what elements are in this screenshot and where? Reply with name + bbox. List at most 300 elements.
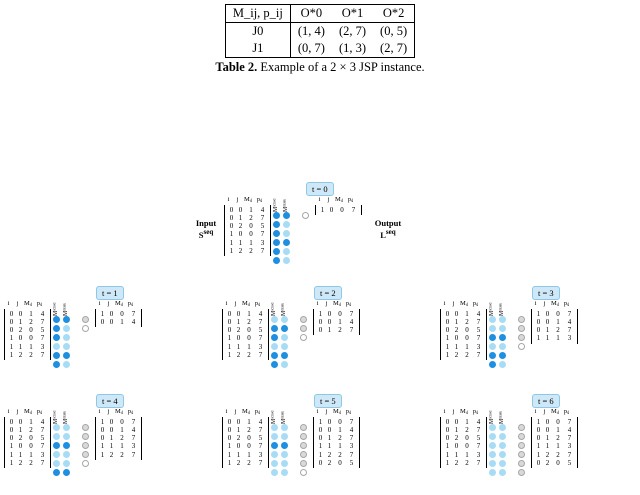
cell-j0-o2: (0, 5) — [373, 23, 415, 41]
col-header-1: j — [325, 300, 328, 307]
matrix-cell: 2 — [249, 246, 253, 255]
input-matrix-4-headers — [4, 408, 51, 416]
msched-circles — [271, 424, 278, 476]
col-header-0: i — [534, 408, 537, 415]
output-matrix-0-body — [315, 205, 362, 215]
matrix-cell: 0 — [545, 317, 550, 326]
matrix-cell: 7 — [476, 334, 481, 343]
status-circle — [518, 316, 525, 323]
matrix-cell: 3 — [260, 238, 265, 247]
matrix-cell: 2 — [465, 350, 469, 359]
matrix-cell: 0 — [9, 434, 14, 443]
matrix-row — [227, 239, 268, 247]
col-header-0: i — [318, 196, 321, 203]
matrix-cell: 3 — [40, 342, 45, 351]
matrix-cell: 0 — [249, 222, 253, 231]
panel-row — [440, 408, 578, 476]
col-header-2: Mᵢⱼ — [115, 408, 123, 415]
matrix-cell: 2 — [454, 350, 459, 359]
matrix-cell: 1 — [238, 238, 243, 247]
matrix-cell: 2 — [18, 350, 23, 359]
status-circle — [489, 361, 496, 368]
col-header-1: j — [325, 408, 328, 415]
matrix-cell: 7 — [349, 434, 354, 443]
status-circle — [518, 460, 525, 467]
mmask-circles — [63, 424, 70, 476]
matrix-cell: 0 — [445, 317, 450, 326]
matrix-cell: 0 — [338, 309, 342, 318]
status-circle — [281, 361, 288, 368]
matrix-row — [7, 351, 48, 359]
matrix-cell: 0 — [236, 442, 241, 451]
matrix-cell: 5 — [40, 326, 45, 335]
matrix-cell: 2 — [545, 458, 550, 467]
status-circle — [53, 433, 60, 440]
output-matrix-4-body — [95, 417, 142, 460]
output-matrix-3-body — [531, 309, 578, 344]
matrix-row — [534, 318, 575, 326]
status-circle — [281, 352, 288, 359]
matrix-cell: 3 — [567, 442, 572, 451]
table-header-cell-2: O*1 — [332, 5, 373, 23]
matrix-cell: 1 — [227, 334, 232, 343]
matrix-cell: 0 — [545, 309, 550, 318]
output-circle-group — [82, 424, 89, 467]
matrix-cell: 7 — [40, 425, 45, 434]
mmask-circles — [499, 424, 506, 476]
step-panel-0 — [188, 184, 408, 264]
input-matrix-4 — [4, 408, 51, 468]
matrix-row — [534, 334, 575, 342]
matrix-cell: 0 — [327, 317, 332, 326]
matrix-cell: 1 — [445, 334, 450, 343]
matrix-cell: 1 — [29, 342, 33, 351]
mmask-label: Mᵐᵃˢᵏ — [281, 302, 287, 316]
status-circle — [63, 469, 70, 476]
matrix-cell: 7 — [258, 425, 263, 434]
table-2-wrapper — [200, 4, 440, 58]
matrix-cell: 4 — [258, 309, 263, 318]
matrix-row — [225, 434, 266, 442]
matrix-cell: 0 — [536, 317, 541, 326]
col-header-1: j — [236, 196, 239, 203]
matrix-cell: 7 — [40, 334, 45, 343]
input-matrix-2-body — [222, 309, 269, 361]
status-circle — [281, 469, 288, 476]
matrix-cell: 2 — [29, 317, 33, 326]
matrix-cell: 0 — [236, 417, 241, 426]
mmask-group — [281, 300, 288, 368]
matrix-row — [7, 459, 48, 467]
status-circle — [53, 469, 60, 476]
matrix-cell: 1 — [454, 342, 459, 351]
matrix-cell: 2 — [120, 450, 124, 459]
matrix-row — [7, 426, 48, 434]
matrix-cell: 7 — [567, 434, 572, 443]
col-header-3: pᵢⱼ — [36, 408, 43, 415]
status-circle — [281, 451, 288, 458]
msched-circles — [53, 316, 60, 368]
col-header-3: pᵢⱼ — [345, 408, 352, 415]
matrix-row — [534, 459, 575, 467]
status-circle — [273, 257, 280, 264]
matrix-row — [443, 442, 484, 450]
matrix-cell: 0 — [318, 317, 323, 326]
matrix-cell: 2 — [29, 458, 33, 467]
matrix-cell: 1 — [536, 334, 541, 343]
matrix-cell: 1 — [327, 442, 332, 451]
msched-group — [53, 300, 60, 368]
matrix-cell: 1 — [238, 213, 243, 222]
msched-label: Mˢᶜʰᵉᵈ — [271, 302, 277, 316]
matrix-cell: 0 — [454, 309, 459, 318]
input-matrix-0-headers — [224, 196, 271, 204]
output-circle-group — [300, 316, 307, 341]
matrix-cell: 1 — [227, 342, 232, 351]
output-circles — [300, 316, 307, 341]
status-circle — [271, 352, 278, 359]
matrix-cell: 5 — [258, 434, 263, 443]
mmask-label: Mᵐᵃˢᵏ — [63, 302, 69, 316]
status-circle — [283, 239, 290, 246]
output-matrix-6-headers — [531, 408, 578, 416]
matrix-row — [227, 222, 268, 230]
panel-row — [222, 300, 360, 368]
output-matrix-2-body — [313, 309, 360, 336]
input-matrix-3 — [440, 300, 487, 360]
matrix-cell: 3 — [40, 450, 45, 459]
col-header-3: pᵢⱼ — [127, 408, 134, 415]
input-matrix-6-body — [440, 417, 487, 469]
row-label-j0: J0 — [225, 23, 290, 41]
matrix-cell: 7 — [476, 425, 481, 434]
matrix-cell: 1 — [236, 317, 241, 326]
matrix-cell: 2 — [238, 222, 243, 231]
mmask-group — [63, 300, 70, 368]
matrix-cell: 1 — [318, 309, 323, 318]
matrix-cell: 4 — [40, 309, 45, 318]
step-panel-3 — [440, 288, 578, 368]
matrix-cell: 0 — [247, 442, 251, 451]
matrix-row — [225, 318, 266, 326]
col-header-3: pᵢⱼ — [256, 196, 263, 203]
matrix-row — [316, 426, 357, 434]
col-header-2: Mᵢⱼ — [335, 196, 343, 203]
status-circle — [53, 442, 60, 449]
matrix-cell: 1 — [338, 442, 342, 451]
matrix-cell: 2 — [247, 350, 251, 359]
matrix-cell: 0 — [454, 334, 459, 343]
status-circle — [63, 316, 70, 323]
status-circle — [271, 361, 278, 368]
matrix-cell: 7 — [349, 417, 354, 426]
status-circle — [281, 460, 288, 467]
matrix-row — [316, 451, 357, 459]
matrix-row — [225, 459, 266, 467]
matrix-cell: 5 — [567, 458, 572, 467]
cell-j0-o0: (1, 4) — [290, 23, 332, 41]
status-circle — [281, 433, 288, 440]
status-circle — [82, 451, 89, 458]
matrix-cell: 1 — [249, 238, 253, 247]
timestep-badge: t = 0 — [306, 182, 334, 196]
status-circle — [518, 451, 525, 458]
matrix-cell: 2 — [247, 458, 251, 467]
col-header-0: i — [7, 300, 10, 307]
caption-label: Table 2. — [215, 60, 258, 74]
input-matrix-6 — [440, 408, 487, 468]
mmask-circles — [63, 316, 70, 368]
status-circle — [499, 433, 506, 440]
status-circle — [273, 248, 280, 255]
output-subtitle: $L^{seq}$ — [380, 228, 396, 241]
matrix-cell: 0 — [227, 434, 232, 443]
matrix-cell: 1 — [236, 342, 241, 351]
matrix-cell: 0 — [227, 317, 232, 326]
output-matrix-2-headers — [313, 300, 360, 308]
status-circle — [281, 325, 288, 332]
matrix-cell: 0 — [29, 326, 33, 335]
status-circle — [489, 424, 496, 431]
matrix-cell: 1 — [556, 425, 560, 434]
msched-group — [489, 300, 496, 368]
output-circle-group — [518, 424, 525, 476]
matrix-cell: 1 — [454, 425, 459, 434]
status-circle — [499, 460, 506, 467]
matrix-cell: 1 — [9, 442, 14, 451]
matrix-row — [98, 434, 139, 442]
matrix-cell: 0 — [445, 326, 450, 335]
matrix-cell: 0 — [249, 230, 253, 239]
output-matrix-6 — [531, 408, 578, 468]
matrix-cell: 2 — [238, 246, 243, 255]
col-header-0: i — [443, 408, 446, 415]
matrix-cell: 1 — [109, 434, 114, 443]
col-header-0: i — [227, 196, 230, 203]
matrix-cell: 7 — [258, 458, 263, 467]
status-circle — [300, 334, 307, 341]
matrix-row — [534, 434, 575, 442]
status-circle — [518, 334, 525, 341]
table-caption — [0, 60, 640, 75]
status-circle — [63, 352, 70, 359]
matrix-cell: 2 — [247, 317, 251, 326]
matrix-cell: 1 — [120, 317, 124, 326]
matrix-cell: 1 — [9, 342, 14, 351]
status-circle — [300, 325, 307, 332]
matrix-cell: 0 — [29, 334, 33, 343]
panel-row — [440, 300, 578, 368]
col-header-1: j — [543, 300, 546, 307]
step-panel-4 — [4, 396, 142, 476]
timestep-badge: t = 4 — [96, 394, 124, 408]
matrix-cell: 0 — [109, 417, 114, 426]
matrix-cell: 1 — [227, 442, 232, 451]
matrix-cell: 7 — [131, 434, 136, 443]
status-circle — [82, 460, 89, 467]
matrix-cell: 1 — [9, 350, 14, 359]
msched-group — [273, 196, 280, 264]
step-panel-6 — [440, 396, 578, 476]
col-header-3: pᵢⱼ — [472, 408, 479, 415]
col-header-2: Mᵢⱼ — [24, 408, 32, 415]
matrix-row — [316, 418, 357, 426]
matrix-cell: 0 — [18, 417, 23, 426]
input-subtitle: $S^{seq}$ — [198, 228, 214, 241]
output-circles — [518, 424, 525, 476]
matrix-cell: 0 — [340, 205, 344, 214]
matrix-cell: 0 — [120, 309, 124, 318]
matrix-cell: 1 — [465, 417, 469, 426]
matrix-row — [316, 434, 357, 442]
matrix-cell: 0 — [236, 309, 241, 318]
status-circle — [273, 212, 280, 219]
status-circle — [489, 334, 496, 341]
matrix-cell: 0 — [338, 458, 342, 467]
caption-text: Example of a 2 × 3 JSP instance. — [257, 60, 425, 74]
output-circle-group — [302, 212, 309, 219]
col-header-2: Mᵢⱼ — [115, 300, 123, 307]
matrix-cell: 7 — [476, 458, 481, 467]
matrix-cell: 7 — [349, 326, 354, 335]
matrix-cell: 2 — [29, 350, 33, 359]
col-header-0: i — [98, 300, 101, 307]
msched-circles — [489, 424, 496, 476]
status-circle — [63, 460, 70, 467]
matrix-row — [316, 442, 357, 450]
table-header-cell-0: M_ij, p_ij — [225, 5, 290, 23]
matrix-row — [316, 310, 357, 318]
status-circle — [53, 460, 60, 467]
status-circle — [489, 442, 496, 449]
input-matrix-6-headers — [440, 408, 487, 416]
table-row — [225, 23, 414, 41]
status-circle — [499, 343, 506, 350]
matrix-cell: 1 — [249, 205, 253, 214]
output-title: Output — [374, 218, 402, 228]
matrix-cell: 1 — [536, 309, 541, 318]
panel-row — [4, 408, 142, 476]
matrix-cell: 1 — [18, 342, 23, 351]
matrix-cell: 4 — [258, 417, 263, 426]
status-circle — [82, 442, 89, 449]
panel-row — [4, 300, 142, 368]
status-circle — [489, 343, 496, 350]
status-circle — [271, 460, 278, 467]
matrix-cell: 1 — [556, 317, 560, 326]
input-matrix-0-body — [224, 205, 271, 257]
matrix-row — [443, 434, 484, 442]
status-circle — [518, 424, 525, 431]
output-matrix-0-headers — [315, 196, 362, 204]
matrix-cell: 0 — [238, 205, 243, 214]
status-circle — [63, 442, 70, 449]
matrix-row — [534, 442, 575, 450]
matrix-row — [7, 442, 48, 450]
matrix-cell: 7 — [258, 350, 263, 359]
matrix-cell: 4 — [40, 417, 45, 426]
col-header-1: j — [452, 408, 455, 415]
matrix-cell: 4 — [349, 425, 354, 434]
status-circle — [53, 325, 60, 332]
status-circle — [302, 212, 309, 219]
matrix-row — [7, 418, 48, 426]
matrix-cell: 0 — [318, 434, 323, 443]
status-circle — [63, 451, 70, 458]
matrix-cell: 1 — [247, 342, 251, 351]
status-circle — [271, 316, 278, 323]
col-header-0: i — [225, 300, 228, 307]
output-label — [368, 218, 408, 240]
matrix-cell: 1 — [29, 309, 33, 318]
col-header-1: j — [107, 300, 110, 307]
status-circle — [300, 460, 307, 467]
matrix-cell: 2 — [327, 450, 332, 459]
matrix-cell: 0 — [229, 222, 234, 231]
status-circle — [53, 343, 60, 350]
input-matrix-1-headers — [4, 300, 51, 308]
timestep-badge: t = 2 — [314, 286, 342, 300]
msched-group — [271, 300, 278, 368]
matrix-cell: 4 — [476, 309, 481, 318]
status-circle — [499, 352, 506, 359]
col-header-0: i — [7, 408, 10, 415]
matrix-cell: 0 — [327, 309, 332, 318]
matrix-cell: 2 — [18, 458, 23, 467]
msched-label: Mˢᶜʰᵉᵈ — [489, 410, 495, 424]
matrix-row — [443, 418, 484, 426]
matrix-cell: 2 — [247, 425, 251, 434]
mmask-group — [283, 196, 290, 264]
matrix-cell: 3 — [349, 442, 354, 451]
msched-circles — [53, 424, 60, 476]
matrix-cell: 3 — [131, 442, 136, 451]
col-header-1: j — [234, 408, 237, 415]
col-header-2: Mᵢⱼ — [551, 408, 559, 415]
matrix-cell: 0 — [227, 309, 232, 318]
matrix-cell: 0 — [238, 230, 243, 239]
matrix-cell: 1 — [229, 246, 234, 255]
matrix-row — [98, 426, 139, 434]
status-circle — [499, 325, 506, 332]
status-circle — [273, 239, 280, 246]
input-matrix-2-headers — [222, 300, 269, 308]
matrix-row — [318, 206, 359, 214]
matrix-cell: 1 — [338, 425, 342, 434]
matrix-cell: 1 — [9, 458, 14, 467]
col-header-2: Mᵢⱼ — [24, 300, 32, 307]
matrix-row — [534, 310, 575, 318]
output-matrix-1-body — [95, 309, 142, 328]
matrix-cell: 2 — [545, 450, 550, 459]
col-header-3: pᵢⱼ — [127, 300, 134, 307]
matrix-cell: 7 — [351, 205, 356, 214]
matrix-row — [443, 426, 484, 434]
matrix-cell: 0 — [100, 317, 105, 326]
matrix-cell: 0 — [465, 326, 469, 335]
matrix-cell: 0 — [247, 434, 251, 443]
matrix-cell: 1 — [556, 442, 560, 451]
status-circle — [489, 325, 496, 332]
status-circle — [499, 334, 506, 341]
status-circle — [283, 230, 290, 237]
matrix-row — [7, 343, 48, 351]
matrix-cell: 1 — [338, 317, 342, 326]
input-matrix-5-body — [222, 417, 269, 469]
status-circle — [63, 433, 70, 440]
matrix-cell: 2 — [338, 434, 342, 443]
matrix-cell: 4 — [131, 425, 136, 434]
